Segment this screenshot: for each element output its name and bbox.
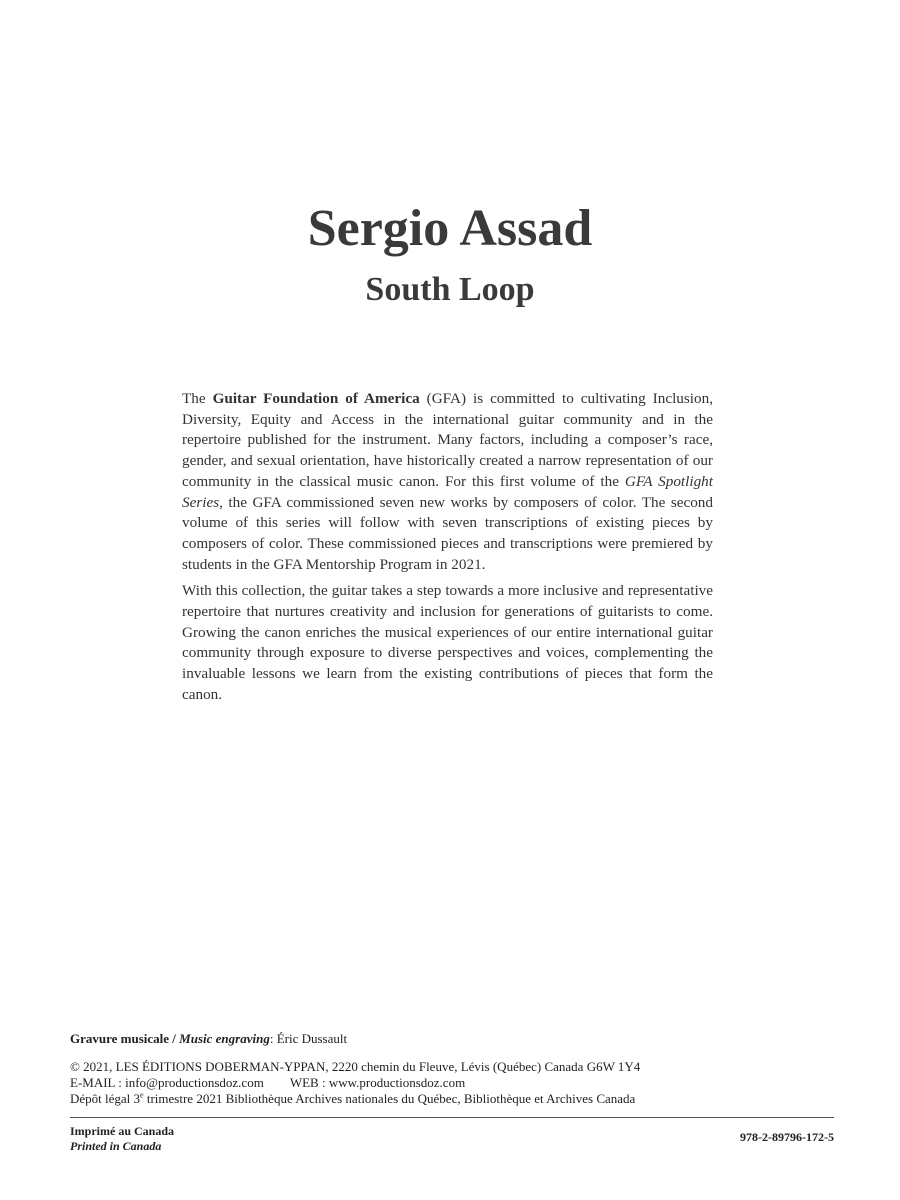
printed-in — [70, 1124, 174, 1154]
gfa-name: Guitar Foundation of America — [212, 390, 420, 407]
publisher-info — [70, 1059, 834, 1107]
credit-label-en: Music engraving — [179, 1031, 270, 1046]
email-text: E-MAIL : info@productionsdoz.com — [70, 1075, 264, 1090]
intro-paragraph-1 — [182, 389, 713, 575]
isbn: 978-2-89796-172-5 — [740, 1130, 834, 1144]
piece-title: South Loop — [365, 271, 535, 308]
series-name: GFA Spotlight Series — [182, 472, 713, 511]
p1-pre: The — [182, 390, 213, 407]
footer-divider — [70, 1117, 834, 1118]
web-text: WEB : www.productionsdoz.com — [289, 1075, 466, 1090]
p1-post: , the GFA commissioned seven new works by composers of color. The second volume of this series will follow with seven transcriptions of existing pieces by composers of color. These commissioned pieces and transcriptions were premiered by students in the GFA Mentorship Program in 2021. — [182, 493, 713, 573]
printed-en-text: Printed in Canada — [70, 1139, 162, 1153]
engraving-credit — [70, 1031, 834, 1047]
depot-sup: e — [140, 1090, 144, 1100]
p1-mid: (GFA) is committed to cultivating Inclusion, Diversity, Equity and Access in the international guitar community and in the repertoire published for the instrument. Many factors, including a composer’s race, gender, and sexual orientation, have historically created a narrow representation of our community in the classical music canon. For this first volume of the — [182, 390, 713, 490]
page-title: Sergio Assad — [307, 200, 593, 257]
credit-value: : Éric Dussault — [269, 1031, 348, 1046]
copyright-line: © 2021, LES ÉDITIONS DOBERMAN-YPPAN, 2220 chemin du Fleuve, Lévis (Québec) Canada G6W 1Y4 — [70, 1059, 641, 1074]
credit-label-fr: Gravure musicale / — [70, 1031, 180, 1046]
depot-pre: Dépôt légal 3 — [70, 1091, 141, 1106]
printed-en — [70, 1139, 174, 1154]
contact-line — [70, 1075, 834, 1091]
legal-deposit-line — [70, 1091, 834, 1107]
depot-post: trimestre 2021 Bibliothèque Archives nationales du Québec, Bibliothèque et Archives Canada — [143, 1091, 636, 1106]
intro-paragraph-2: With this collection, the guitar takes a step towards a more inclusive and representative repertoire that nurtures creativity and inclusion for generations of guitarists to come. Growing the canon enriches the musical experiences of our entire international guitar community through exposure to diverse perspectives and voices, complementing the invaluable lessons we learn from the existing contributions of pieces that form the canon. — [182, 582, 713, 703]
intro-text — [182, 389, 713, 712]
printed-fr: Imprimé au Canada — [70, 1124, 175, 1138]
